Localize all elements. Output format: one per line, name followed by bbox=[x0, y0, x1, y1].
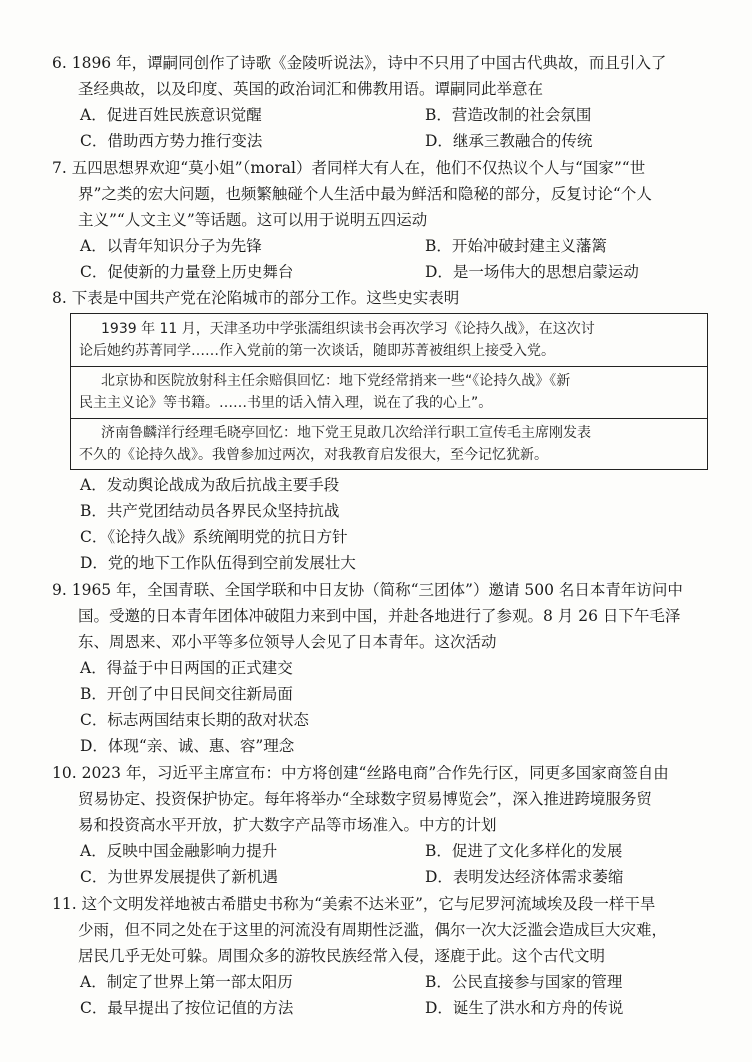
question-6-option-c: C．借助西方势力推行变法 bbox=[80, 132, 263, 150]
question-10-line-2: 贸易协定、投资保护协定。每年将举办“全球数字贸易博览会”，深入推进跨境服务贸 bbox=[78, 790, 652, 808]
question-9-option-d: D．体现“亲、诚、惠、容”理念 bbox=[80, 737, 295, 755]
question-11-line-3: 居民几乎无处可躲。周围众多的游牧民族经常入侵，逐鹿于此。这个古代文明 bbox=[78, 947, 606, 965]
question-7-line-1: 7. 五四思想界欢迎“莫小姐”（moral）者同样大有人在，他们不仅热议个人与“国家”“世 bbox=[52, 159, 646, 177]
question-10-option-c: C．为世界发展提供了新机遇 bbox=[80, 868, 278, 886]
question-8-option-d: D．党的地下工作队伍得到空前发展壮大 bbox=[80, 554, 356, 572]
question-8-line-1: 8. 下表是中国共产党在沦陷城市的部分工作。这些史实表明 bbox=[52, 289, 460, 307]
question-8-option-b: B．共产党团结动员各界民众坚持抗战 bbox=[80, 502, 340, 520]
table-row-1-line-2: 论后她约苏菁同学……作入党前的第一次谈话，随即苏菁被组织上接受入党。 bbox=[79, 343, 555, 359]
table-row-3-line-2: 不久的《论持久战》。我曾参加过两次，对我教育启发很大，至今记忆犹新。 bbox=[79, 447, 548, 463]
question-6-line-2: 圣经典故，以及印度、英国的政治词汇和佛教用语。谭嗣同此举意在 bbox=[78, 80, 544, 98]
question-9-option-b: B．开创了中日民间交往新局面 bbox=[80, 685, 293, 703]
question-6-option-d: D．继承三教融合的传统 bbox=[425, 132, 593, 150]
question-10-line-3: 易和投资高水平开放，扩大数字产品等市场准入。中方的计划 bbox=[78, 816, 497, 834]
question-9-line-2: 国。受邀的日本青年团体冲破阻力来到中国，并赴各地进行了参观。8 月 26 日下午毛泽 bbox=[78, 607, 681, 625]
table-row bbox=[71, 418, 707, 468]
table-row-2-line-1: 北京协和医院放射科主任余赔俱回忆：地下党经常捎来一些“《论持久战》《新 bbox=[101, 373, 571, 389]
question-11-line-1: 11. 这个文明发祥地被古希腊史书称为“美索不达米亚”，它与尼罗河流域埃及段一样干旱 bbox=[52, 895, 656, 913]
question-6-option-b: B．营造改制的社会氛围 bbox=[425, 106, 592, 124]
table-row bbox=[71, 314, 707, 367]
question-11-option-a: A．制定了世界上第一部太阳历 bbox=[80, 973, 293, 991]
question-8-table bbox=[70, 313, 708, 470]
question-10-option-a: A．反映中国金融影响力提升 bbox=[80, 842, 278, 860]
question-7-line-2: 界”之类的宏大问题，也频繁触碰个人生活中最为鲜活和隐秘的部分，反复讨论“个人 bbox=[78, 185, 652, 203]
question-9-option-c: C．标志两国结束长期的敌对状态 bbox=[80, 711, 309, 729]
question-7-option-b: B．开始冲破封建主义藩篱 bbox=[425, 237, 607, 255]
question-10-option-b: B．促进了文化多样化的发展 bbox=[425, 842, 623, 860]
question-9-line-3: 东、周恩来、邓小平等多位领导人会见了日本青年。这次活动 bbox=[78, 633, 497, 651]
question-7-option-a: A．以青年知识分子为先锋 bbox=[80, 237, 262, 255]
table-row-3-line-1: 济南鲁麟洋行经理毛晓亭回忆：地下党王見敢几次给洋行职工宣传毛主席刚发表 bbox=[101, 425, 591, 441]
question-7-option-c: C．促使新的力量登上历史舞台 bbox=[80, 263, 294, 281]
question-7-option-d: D．是一场伟大的思想启蒙运动 bbox=[425, 263, 639, 281]
question-8-option-a: A．发动舆论战成为敌后抗战主要手段 bbox=[80, 476, 340, 494]
question-9-line-1: 9. 1965 年，全国青联、全国学联和中日友协（简称“三团体”）邀请 500 名日本青年访问中 bbox=[52, 581, 683, 599]
question-8-option-c: C．《论持久战》系统阐明党的抗日方针 bbox=[80, 528, 348, 546]
table-row-2-line-2: 民主主义论》等书籍。……书里的话入情入理，说在了我的心上”。 bbox=[79, 395, 493, 411]
table-row-1-line-1: 1939 年 11 月，天津圣功中学张濡组织读书会再次学习《论持久战》，在这次讨 bbox=[101, 321, 595, 337]
question-10-option-d: D．表明发达经济体需求萎缩 bbox=[425, 868, 624, 886]
question-11-option-c: C．最早提出了按位记值的方法 bbox=[80, 999, 294, 1017]
question-11-line-2: 少雨，但不同之处在于这里的河流没有周期性泛滥，偶尔一次大泛滥会造成巨大灾难， bbox=[78, 921, 668, 939]
question-10-line-1: 10. 2023 年，习近平主席宣布：中方将创建“丝路电商”合作先行区，同更多国家商签自由 bbox=[52, 764, 669, 782]
question-7-line-3: 主义”“人文主义”等话题。这可以用于说明五四运动 bbox=[78, 211, 428, 229]
question-11-option-d: D．诞生了洪水和方舟的传说 bbox=[425, 999, 624, 1017]
question-11-option-b: B．公民直接参与国家的管理 bbox=[425, 973, 623, 991]
table-row bbox=[71, 366, 707, 419]
question-6-line-1: 6. 1896 年，谭嗣同创作了诗歌《金陵听说法》，诗中不只用了中国古代典故，而且引入了 bbox=[52, 54, 667, 72]
question-6-option-a: A．促进百姓民族意识觉醒 bbox=[80, 106, 262, 124]
question-9-option-a: A．得益于中日两国的正式建交 bbox=[80, 659, 293, 677]
